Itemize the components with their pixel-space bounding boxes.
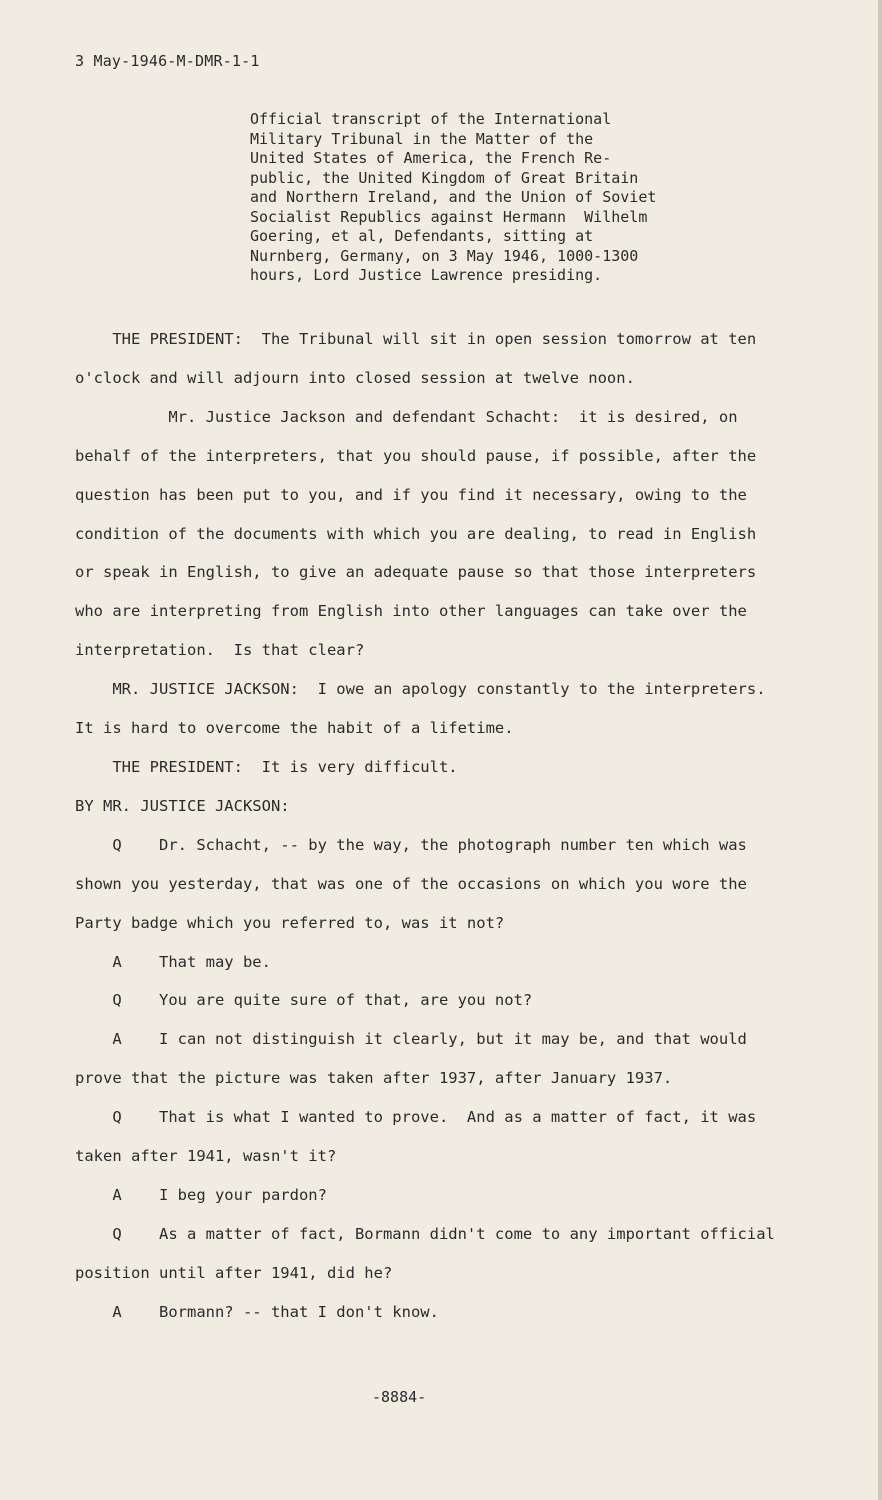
header-line: Military Tribunal in the Matter of the [250,129,594,148]
header-line: Nurnberg, Germany, on 3 May 1946, 1000-1300 [250,246,639,265]
body-line: who are interpreting from English into other languages can take over the [75,602,747,621]
transcript-body [75,320,815,1332]
header-line: Official transcript of the International [250,110,612,128]
header-line: Socialist Republics against Hermann Wilhelm [250,207,648,226]
body-line: Q You are quite sure of that, are you not? [75,991,533,1010]
header-line: and Northern Ireland, and the Union of Soviet [250,188,657,206]
body-line: question has been put to you, and if you find it necessary, owing to the [75,485,747,504]
body-line: Party badge which you referred to, was it not? [75,913,505,932]
body-line: Q As a matter of fact, Bormann didn't come to any important official [75,1224,775,1243]
header-line: Goering, et al, Defendants, sitting at [250,227,594,245]
body-line: taken after 1941, wasn't it? [75,1147,337,1166]
body-line: A That may be. [75,952,271,971]
body-line: BY MR. JUSTICE JACKSON: [75,796,290,815]
body-line: A I beg your pardon? [75,1185,327,1204]
body-line: Mr. Justice Jackson and defendant Schacht: it is desired, on [75,407,738,426]
header-line: public, the United Kingdom of Great Britain [250,168,639,187]
body-line: behalf of the interpreters, that you should pause, if possible, after the [75,446,757,465]
transcript-header [250,110,720,286]
body-line: condition of the documents with which you are dealing, to read in English [75,524,757,543]
body-line: interpretation. Is that clear? [75,641,365,660]
body-line: THE PRESIDENT: It is very difficult. [75,757,458,776]
page-number: -8884- [372,1388,427,1406]
header-line: United States of America, the French Re- [250,149,612,167]
body-line: A Bormann? -- that I don't know. [75,1302,439,1321]
header-line: hours, Lord Justice Lawrence presiding. [250,266,603,284]
body-line: position until after 1941, did he? [75,1263,393,1282]
body-line: It is hard to overcome the habit of a lifetime. [75,719,514,738]
body-line: Q That is what I wanted to prove. And as a matter of fact, it was [75,1108,757,1127]
body-line: shown you yesterday, that was one of the occasions on which you wore the [75,874,747,893]
body-line: o'clock and will adjourn into closed session at twelve noon. [75,368,635,387]
body-line: Q Dr. Schacht, -- by the way, the photograph number ten which was [75,835,747,854]
page-edge [878,0,882,1500]
body-line: A I can not distinguish it clearly, but it may be, and that would [75,1030,747,1049]
body-line: or speak in English, to give an adequate pause so that those interpreters [75,563,757,582]
body-line: THE PRESIDENT: The Tribunal will sit in open session tomorrow at ten [75,330,757,348]
document-id: 3 May-1946-M-DMR-1-1 [75,52,260,70]
body-line: prove that the picture was taken after 1937, after January 1937. [75,1069,673,1088]
body-line: MR. JUSTICE JACKSON: I owe an apology constantly to the interpreters. [75,680,766,699]
